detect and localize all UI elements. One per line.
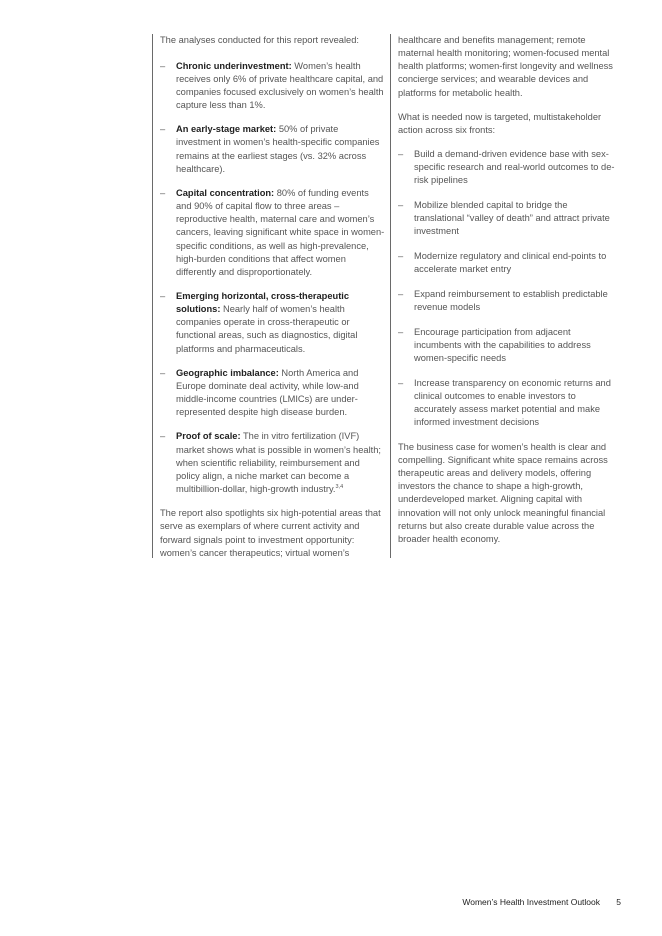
finding-title: Geographic imbalance:: [176, 367, 279, 378]
conclusion-text: The business case for women’s health is clear and compelling. Significant white space remains across therapeutic areas and delivery models, offering investors the chance to shape a high-growth, underdeveloped market. Aligning capital with innovation will not only unlock meaningful financial returns but also create durable value across the broader health economy.: [398, 441, 608, 544]
finding-text: 50% of private investment in women’s health-specific companies remains at the earliest stages (vs. 32% across healthcare).: [176, 124, 380, 174]
action-item: [398, 199, 620, 238]
needed-text: What is needed now is targeted, multistakeholder action across six fronts:: [398, 111, 602, 135]
finding-title: Chronic underinvestment:: [176, 60, 292, 71]
action-item: [398, 148, 620, 187]
finding-title: Proof of scale:: [176, 431, 241, 442]
finding-item: [160, 430, 385, 496]
right-column: [390, 34, 620, 558]
dash-bullet: –: [160, 431, 166, 442]
finding-item: [160, 290, 385, 356]
action-text: Expand reimbursement to establish predictable revenue models: [414, 288, 608, 312]
finding-title: Capital concentration:: [176, 187, 275, 198]
actions-list: [398, 148, 620, 429]
action-text: Modernize regulatory and clinical end-points to accelerate market entry: [414, 251, 607, 275]
finding-text: 80% of funding events and 90% of capital flow to three areas – reproductive health, maternal care and women’s cancers, leaving significant white space in women-specific conditions, as well as high-prevalence, high-burden conditions that affect women differently and disproportionately.: [176, 187, 385, 277]
closing-text: The report also spotlights six high-potential areas that serve as exemplars of where current activity and forward signals point to investment opportunity: women’s cancer therapeutics; virtual women’s: [160, 508, 381, 558]
action-item: [398, 377, 620, 430]
action-text: Encourage participation from adjacent incumbents with the capabilities to address women-specific needs: [414, 326, 591, 363]
action-text: Build a demand-driven evidence base with sex-specific research and real-world outcomes to de-risk pipelines: [414, 149, 615, 186]
finding-title: An early-stage market:: [176, 124, 277, 135]
dash-bullet: –: [160, 367, 166, 378]
intro-text: The analyses conducted for this report revealed:: [160, 35, 359, 45]
dash-bullet: –: [398, 288, 404, 299]
dash-bullet: –: [398, 149, 404, 160]
dash-bullet: –: [398, 251, 404, 262]
finding-item: [160, 187, 385, 279]
finding-item: [160, 123, 385, 176]
finding-text: Women’s health receives only 6% of private healthcare capital, and companies focused exclusively on women’s health capture less than 1%.: [176, 60, 384, 111]
finding-text: North America and Europe dominate deal activity, while low-and middle-income countries (LMICs) are under-represented despite high disease burden.: [176, 367, 359, 418]
action-text: Mobilize blended capital to bridge the translational “valley of death” and attract private investment: [414, 200, 610, 237]
dash-bullet: –: [398, 377, 404, 388]
finding-item: [160, 367, 385, 420]
page-footer: [0, 897, 662, 909]
dash-bullet: –: [398, 200, 404, 211]
finding-text: Nearly half of women’s health companies operate in cross-therapeutic or functional areas, such as diagnostics, digital platforms and pharmaceuticals.: [176, 304, 358, 354]
action-text: Increase transparency on economic returns and clinical outcomes to enable investors to accurately assess market potential and make informed investment decisions: [414, 377, 611, 428]
dash-bullet: –: [398, 326, 404, 337]
finding-item: [160, 60, 385, 113]
finding-text: The in vitro fertilization (IVF) market shows what is possible in women’s health; when scientific reliability, reimbursement and policy align, a niche market can become a multibillion-dollar, high-growth industry.: [176, 431, 381, 495]
finding-title: Emerging horizontal, cross-therapeutic solutions:: [176, 291, 350, 315]
dash-bullet: –: [160, 60, 166, 71]
footer-title: Women’s Health Investment Outlook: [462, 897, 600, 907]
dash-bullet: –: [160, 124, 166, 135]
footnote-reference: 3,4: [335, 483, 344, 490]
continuation-text: healthcare and benefits management; remote maternal health monitoring; women-focused mental health platforms; women-first longevity and wellness concierge services; and wearable devices and platforms for metabolic health.: [398, 35, 613, 98]
dash-bullet: –: [160, 187, 166, 198]
left-column: [152, 34, 385, 558]
action-item: [398, 288, 620, 314]
action-item: [398, 326, 620, 365]
action-item: [398, 250, 620, 276]
findings-list: [160, 60, 385, 497]
dash-bullet: –: [160, 291, 166, 301]
page-number: 5: [616, 897, 621, 907]
